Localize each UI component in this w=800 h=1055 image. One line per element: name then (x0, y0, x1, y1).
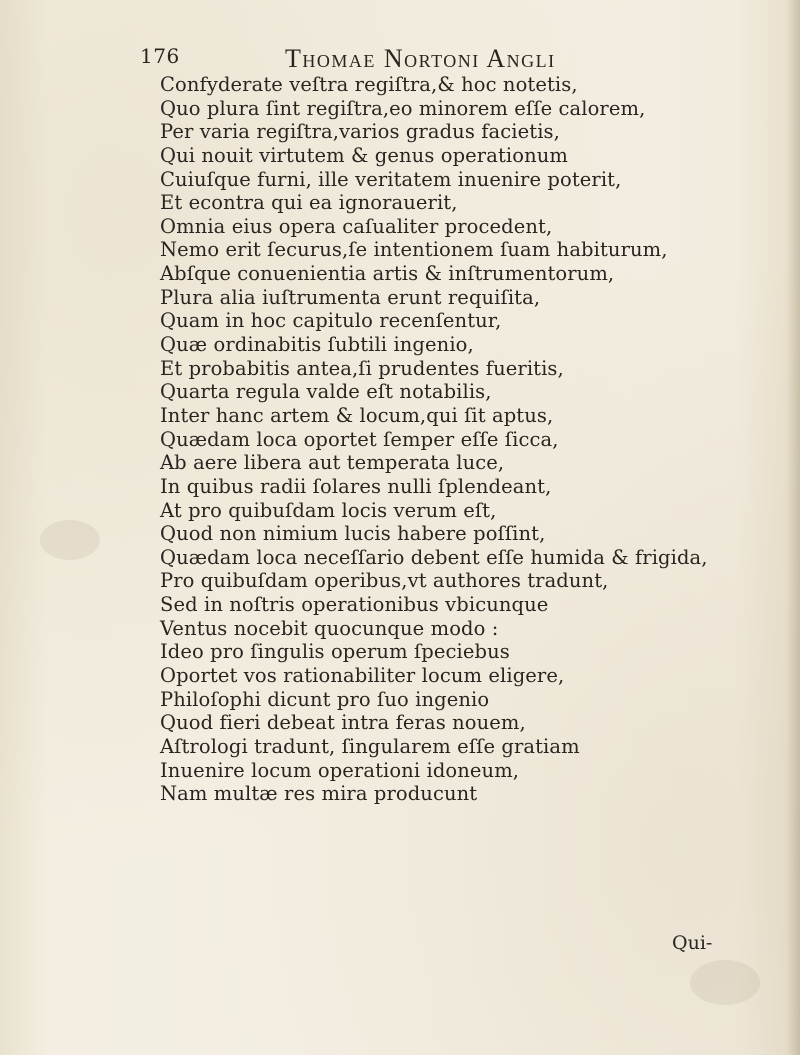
text-line: Oportet vos rationabiliter locum eligere, (160, 664, 565, 688)
text-line: Qui nouit virtutem & genus operationum (160, 143, 568, 167)
paper-stain (690, 960, 760, 1005)
text-line: Ventus nocebit quocunque modo : (160, 616, 499, 640)
catchword: Qui- (672, 932, 713, 954)
paper-stain (40, 520, 100, 560)
page-edge-shadow (786, 0, 800, 1055)
text-line: Quo plura ſint regiſtra,eo minorem eſſe calorem, (160, 96, 646, 120)
text-line: Sed in noſtris operationibus vbicunque (160, 593, 549, 617)
running-title: Thomae Nortoni Angli (285, 44, 556, 73)
text-line: At pro quibuſdam locis verum eſt, (160, 498, 497, 522)
text-line: Quod fieri debeat intra feras nouem, (160, 711, 526, 735)
text-line: Nam multæ res mira producunt (160, 782, 478, 806)
running-head (140, 44, 700, 74)
page-number: 176 (140, 44, 180, 68)
text-line: Philoſophi dicunt pro ſuo ingenio (160, 687, 490, 711)
text-line: Quæ ordinabitis ſubtili ingenio, (160, 333, 474, 357)
poem-text (160, 73, 720, 806)
text-line: Ideo pro ſingulis operum ſpeciebus (160, 640, 510, 664)
text-line: Quædam loca neceſſario debent eſſe humida & frigida, (160, 545, 708, 569)
text-line: Quarta regula valde eſt notabilis, (160, 380, 492, 404)
text-line: Omnia eius opera caſualiter procedent, (160, 214, 553, 238)
text-line: Quædam loca oportet ſemper eſſe ſicca, (160, 427, 559, 451)
text-line: Quam in hoc capitulo recenſentur, (160, 309, 502, 333)
text-line: Aſtrologi tradunt, ſingularem eſſe gratiam (160, 734, 580, 758)
text-line: Nemo erit ſecurus,ſe intentionem ſuam habiturum, (160, 238, 668, 262)
text-line: Inuenire locum operationi idoneum, (160, 758, 520, 782)
text-line: Et probabitis antea,ſi prudentes fueritis, (160, 356, 564, 380)
text-line: Abſque conuenientia artis & inſtrumentorum, (160, 262, 615, 286)
text-line: Plura alia iuſtrumenta erunt requiſita, (160, 285, 541, 309)
text-line: Et econtra qui ea ignorauerit, (160, 191, 458, 215)
text-line: Quod non nimium lucis habere poſſint, (160, 522, 546, 546)
text-line: Ab aere libera aut temperata luce, (160, 451, 505, 475)
text-line: Cuiuſque furni, ille veritatem inuenire poterit, (160, 167, 622, 191)
text-line: Pro quibuſdam operibus,vt authores tradunt, (160, 569, 609, 593)
text-line: Confyderate veſtra regiſtra,& hoc notetis, (160, 73, 578, 96)
text-line: Inter hanc artem & locum,qui ſit aptus, (160, 403, 554, 427)
text-line: In quibus radii ſolares nulli ſplendeant, (160, 474, 552, 498)
text-line: Per varia regiſtra,varios gradus facietis, (160, 120, 560, 144)
